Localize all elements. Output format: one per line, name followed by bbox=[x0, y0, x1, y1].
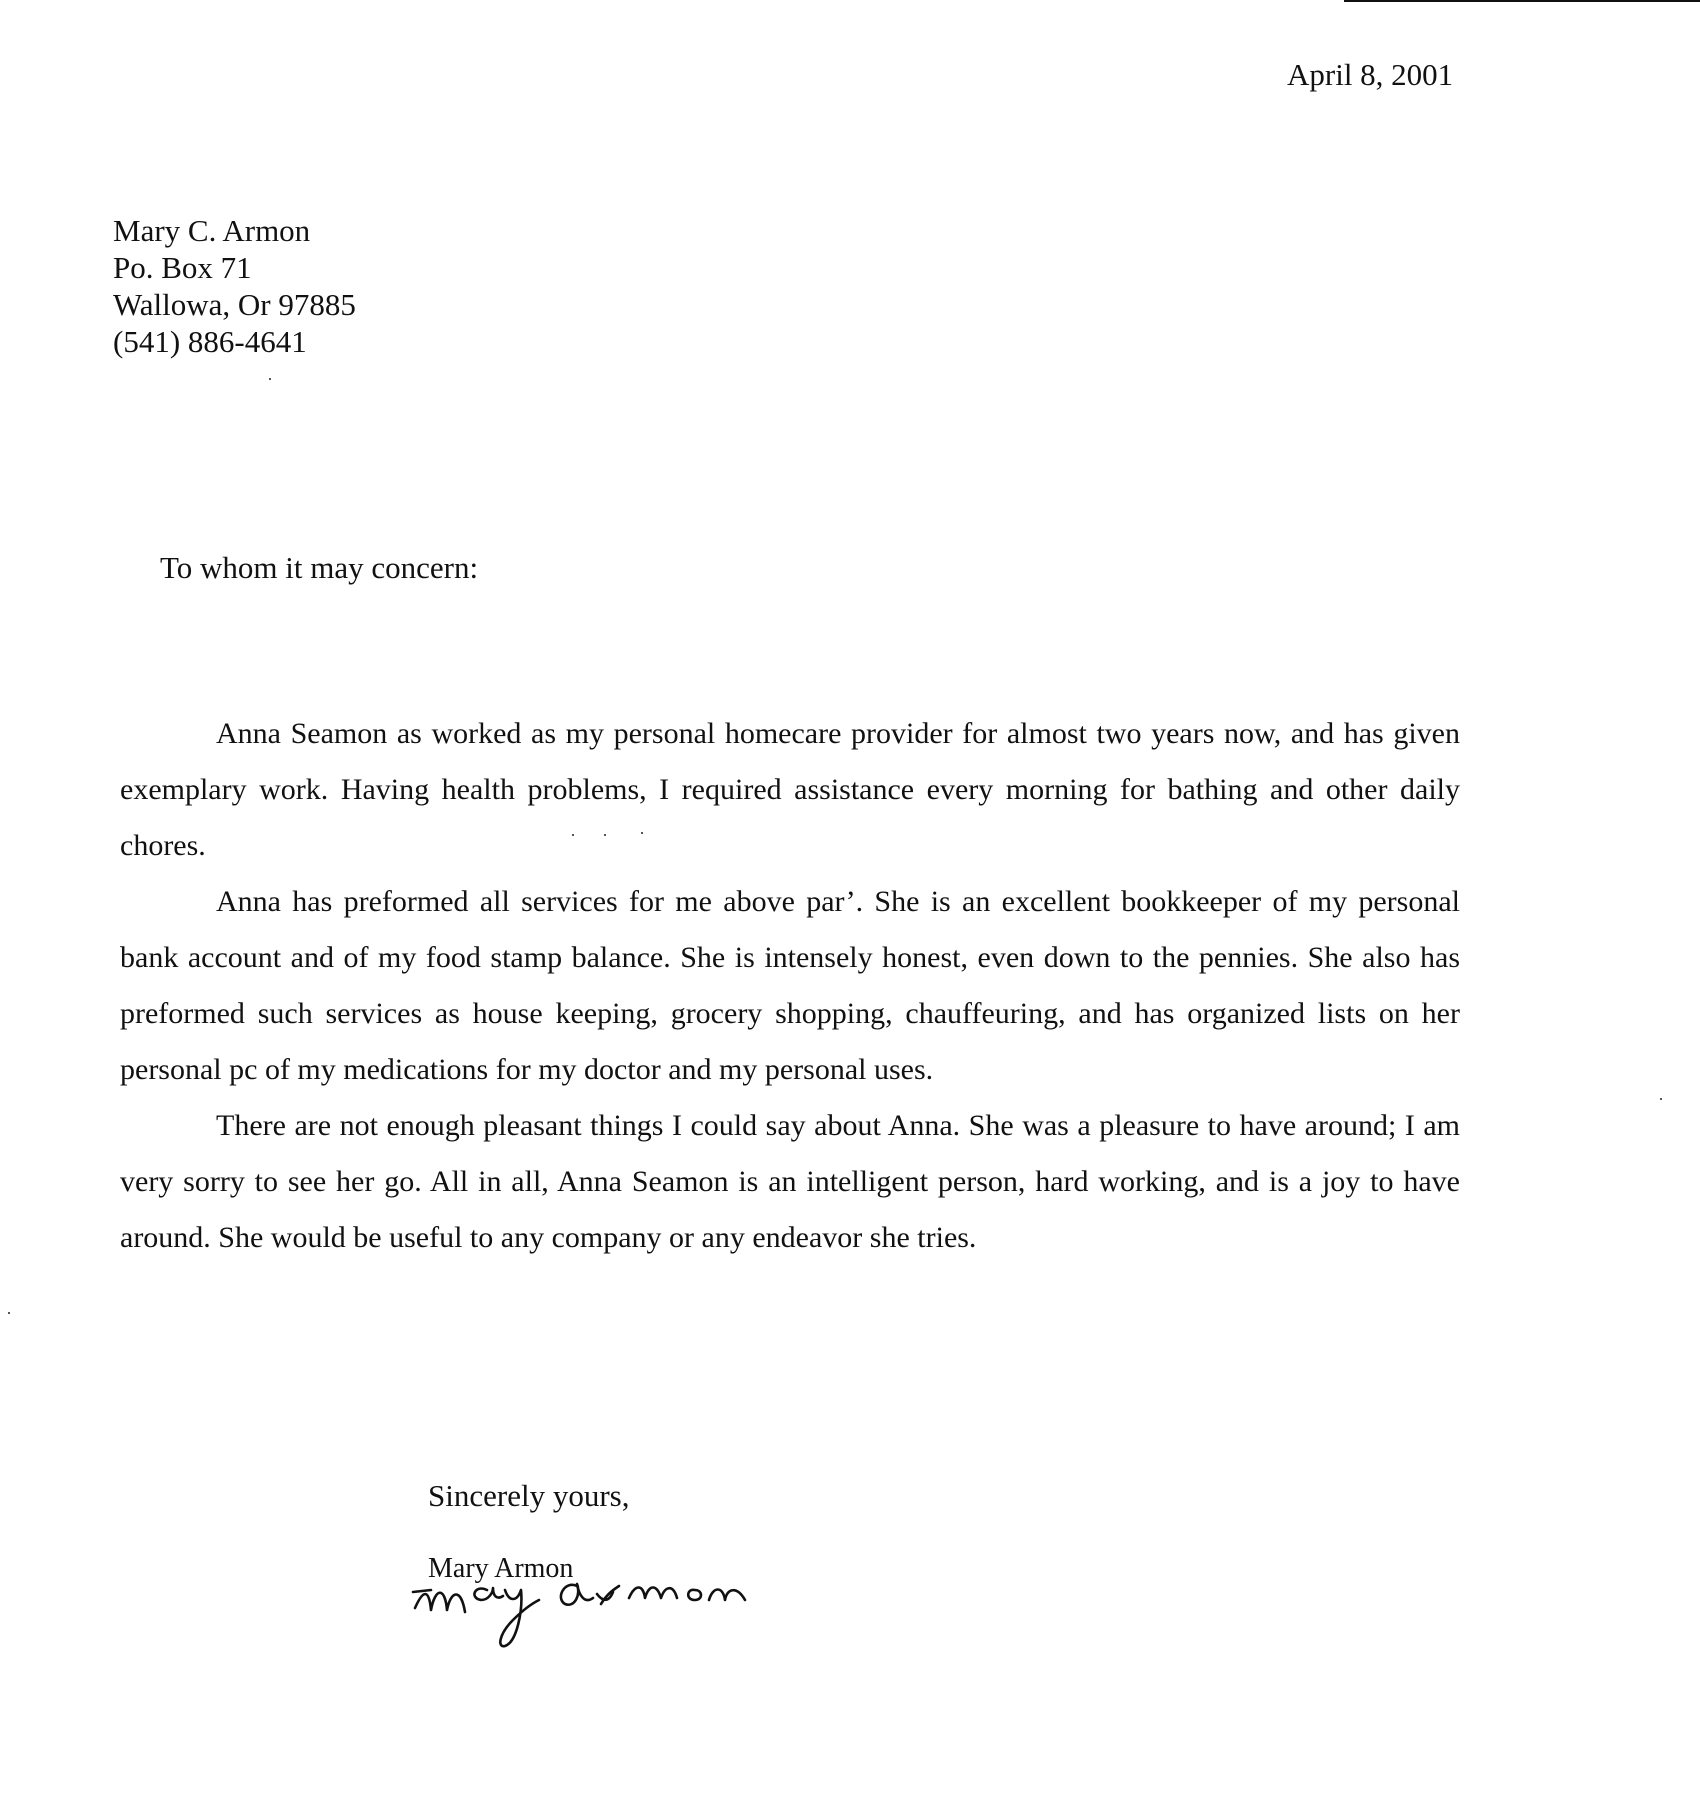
signer-name: Mary Armon bbox=[428, 1553, 574, 1584]
salutation: To whom it may concern: bbox=[160, 550, 479, 585]
sender-phone: (541) 886-4641 bbox=[113, 324, 307, 359]
sender-name: Mary C. Armon bbox=[113, 213, 311, 248]
body-paragraph-3: There are not enough pleasant things I could say about Anna. She was a pleasure to have around; I am very sorry to see her go. All in all, Anna Seamon is an intelligent person, hard working, and is a joy to have around. She would be useful to any company or any endeavor she tries. bbox=[120, 1109, 1460, 1254]
closing: Sincerely yours, bbox=[428, 1478, 630, 1513]
handwritten-signature bbox=[405, 1550, 835, 1670]
body-paragraph-2: Anna has preformed all services for me above par’. She is an excellent bookkeeper of my personal bank account and of my food stamp balance. She is intensely honest, even down to the pennies. She also has preformed such services as house keeping, grocery shopping, chauffeuring, and has organized lists on her personal pc of my medications for my doctor and my personal uses. bbox=[120, 885, 1460, 1086]
letter-date: April 8, 2001 bbox=[1287, 57, 1454, 92]
sender-address-line2: Wallowa, Or 97885 bbox=[113, 287, 356, 322]
top-edge-rule bbox=[1344, 0, 1700, 2]
sender-block bbox=[113, 212, 356, 360]
letter-body bbox=[120, 706, 1460, 1266]
sender-address-line1: Po. Box 71 bbox=[113, 250, 252, 285]
body-paragraph-1: Anna Seamon as worked as my personal homecare provider for almost two years now, and has given exemplary work. Having health problems, I required assistance every morning for bathing and other daily chores. bbox=[120, 717, 1460, 862]
